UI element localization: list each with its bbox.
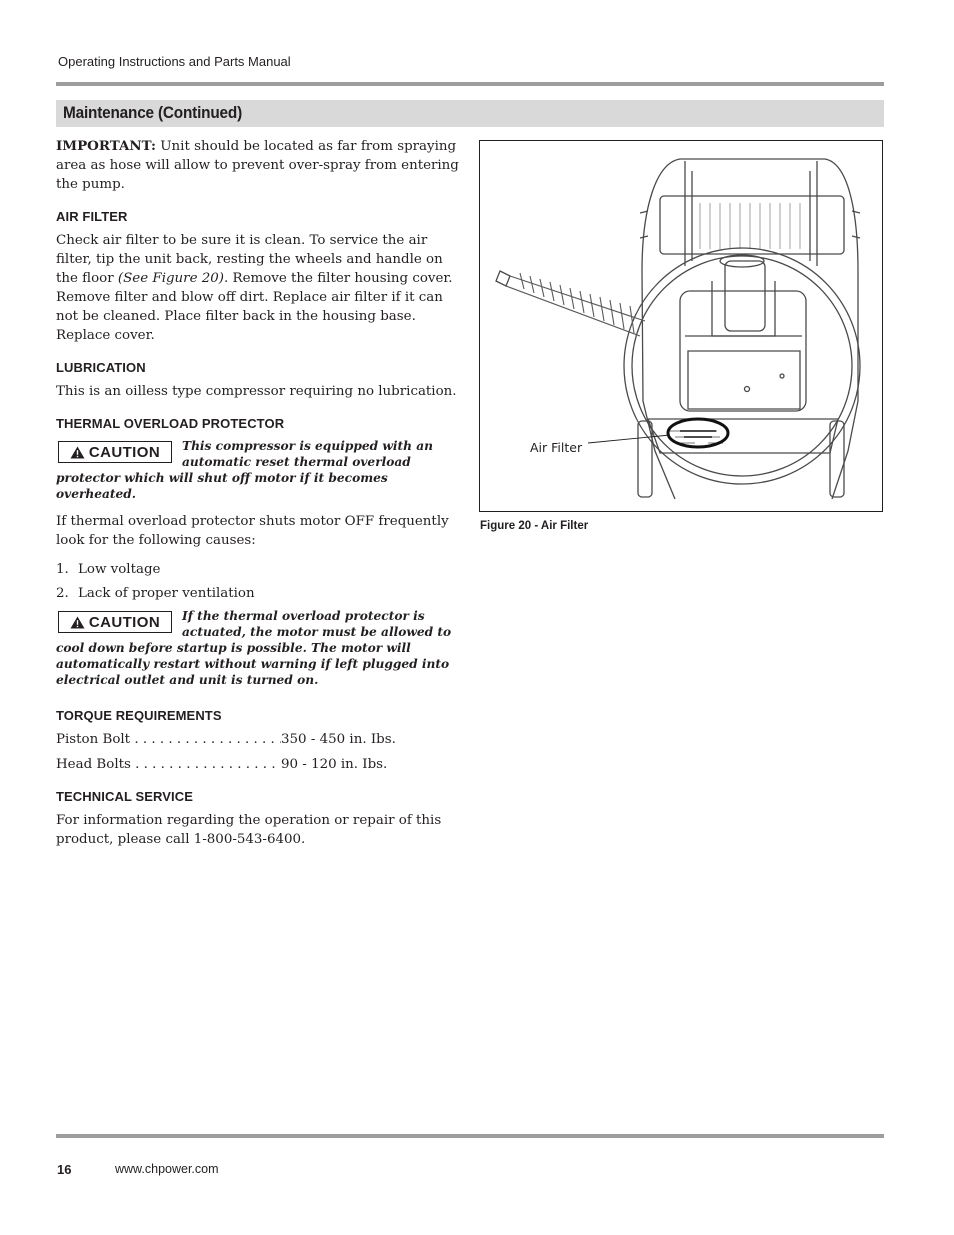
air-filter-heading: AIR FILTER bbox=[56, 209, 128, 224]
list-number: 1. bbox=[56, 562, 69, 577]
torque-heading: TORQUE REQUIREMENTS bbox=[56, 708, 222, 723]
footer-rule bbox=[56, 1134, 884, 1138]
list-number: 2. bbox=[56, 586, 69, 601]
important-note bbox=[56, 137, 464, 194]
thermal-text: If thermal overload protector shuts motor OFF frequently look for the following causes: bbox=[56, 514, 449, 548]
list-text: Lack of proper ventilation bbox=[78, 586, 255, 601]
lubrication-text: This is an oilless type compressor requiring no lubrication. bbox=[56, 384, 457, 399]
compressor-illustration bbox=[480, 141, 883, 512]
torque-label: Piston Bolt . . . bbox=[56, 730, 281, 749]
torque-label: Head Bolts . . . bbox=[56, 755, 281, 774]
caution-badge bbox=[58, 441, 172, 463]
section-bar bbox=[56, 100, 884, 127]
left-column bbox=[56, 137, 464, 859]
technical-text: For information regarding the operation or repair of this product, please call 1-800-543-6400. bbox=[56, 813, 442, 847]
caution-badge bbox=[58, 611, 172, 633]
warning-triangle-icon bbox=[70, 446, 85, 459]
caution-text-1: This compressor is equipped with an automatic reset thermal overload protector which will shut off motor if it becomes overheated. bbox=[56, 439, 433, 501]
footer-website: www.chpower.com bbox=[115, 1162, 219, 1176]
torque-value: 350 - 450 in. Ibs. bbox=[281, 732, 396, 747]
section-title: Maintenance (Continued) bbox=[63, 104, 243, 122]
header-rule bbox=[56, 82, 884, 86]
list-text: Low voltage bbox=[78, 562, 161, 577]
running-header: Operating Instructions and Parts Manual bbox=[58, 54, 291, 69]
torque-row bbox=[56, 730, 464, 749]
torque-row bbox=[56, 755, 464, 774]
figure-reference: (See Figure 20). bbox=[117, 271, 229, 286]
caution-label: CAUTION bbox=[88, 613, 161, 631]
air-filter-text-b: Remove the filter housing cover. Remove filter and blow off dirt. Replace air filter if it can not be cleaned. Place filter back in the housing base. Replace cover. bbox=[56, 271, 453, 343]
list-item bbox=[56, 584, 464, 603]
caution-text-2: If the thermal overload protector is actuated, the motor must be allowed to cool down before startup is possible. The motor will automatically restart without warning if left plugged into electrical outlet and unit is turned on. bbox=[56, 609, 452, 687]
thermal-heading: THERMAL OVERLOAD PROTECTOR bbox=[56, 416, 285, 431]
figure-20 bbox=[479, 140, 883, 512]
air-filter-text bbox=[56, 231, 464, 345]
caution-notice-1 bbox=[56, 438, 464, 502]
page-number: 16 bbox=[57, 1162, 72, 1177]
caution-notice-2 bbox=[56, 608, 464, 688]
lubrication-heading: LUBRICATION bbox=[56, 360, 146, 375]
caution-label: CAUTION bbox=[88, 443, 161, 461]
torque-value: 90 - 120 in. Ibs. bbox=[281, 757, 388, 772]
air-filter-text-a: Check air filter to be sure it is clean. To service the air filter, tip the unit back, resting the wheels and handle on the floor bbox=[56, 233, 443, 286]
important-label: IMPORTANT: bbox=[56, 138, 157, 154]
figure-caption: Figure 20 - Air Filter bbox=[480, 520, 589, 532]
important-text: Unit should be located as far from spraying area as hose will allow to prevent over-spray from entering the pump. bbox=[56, 139, 459, 192]
figure-callout-label: Air Filter bbox=[530, 440, 583, 455]
technical-heading: TECHNICAL SERVICE bbox=[56, 789, 194, 804]
list-item bbox=[56, 560, 464, 579]
warning-triangle-icon bbox=[70, 616, 85, 629]
